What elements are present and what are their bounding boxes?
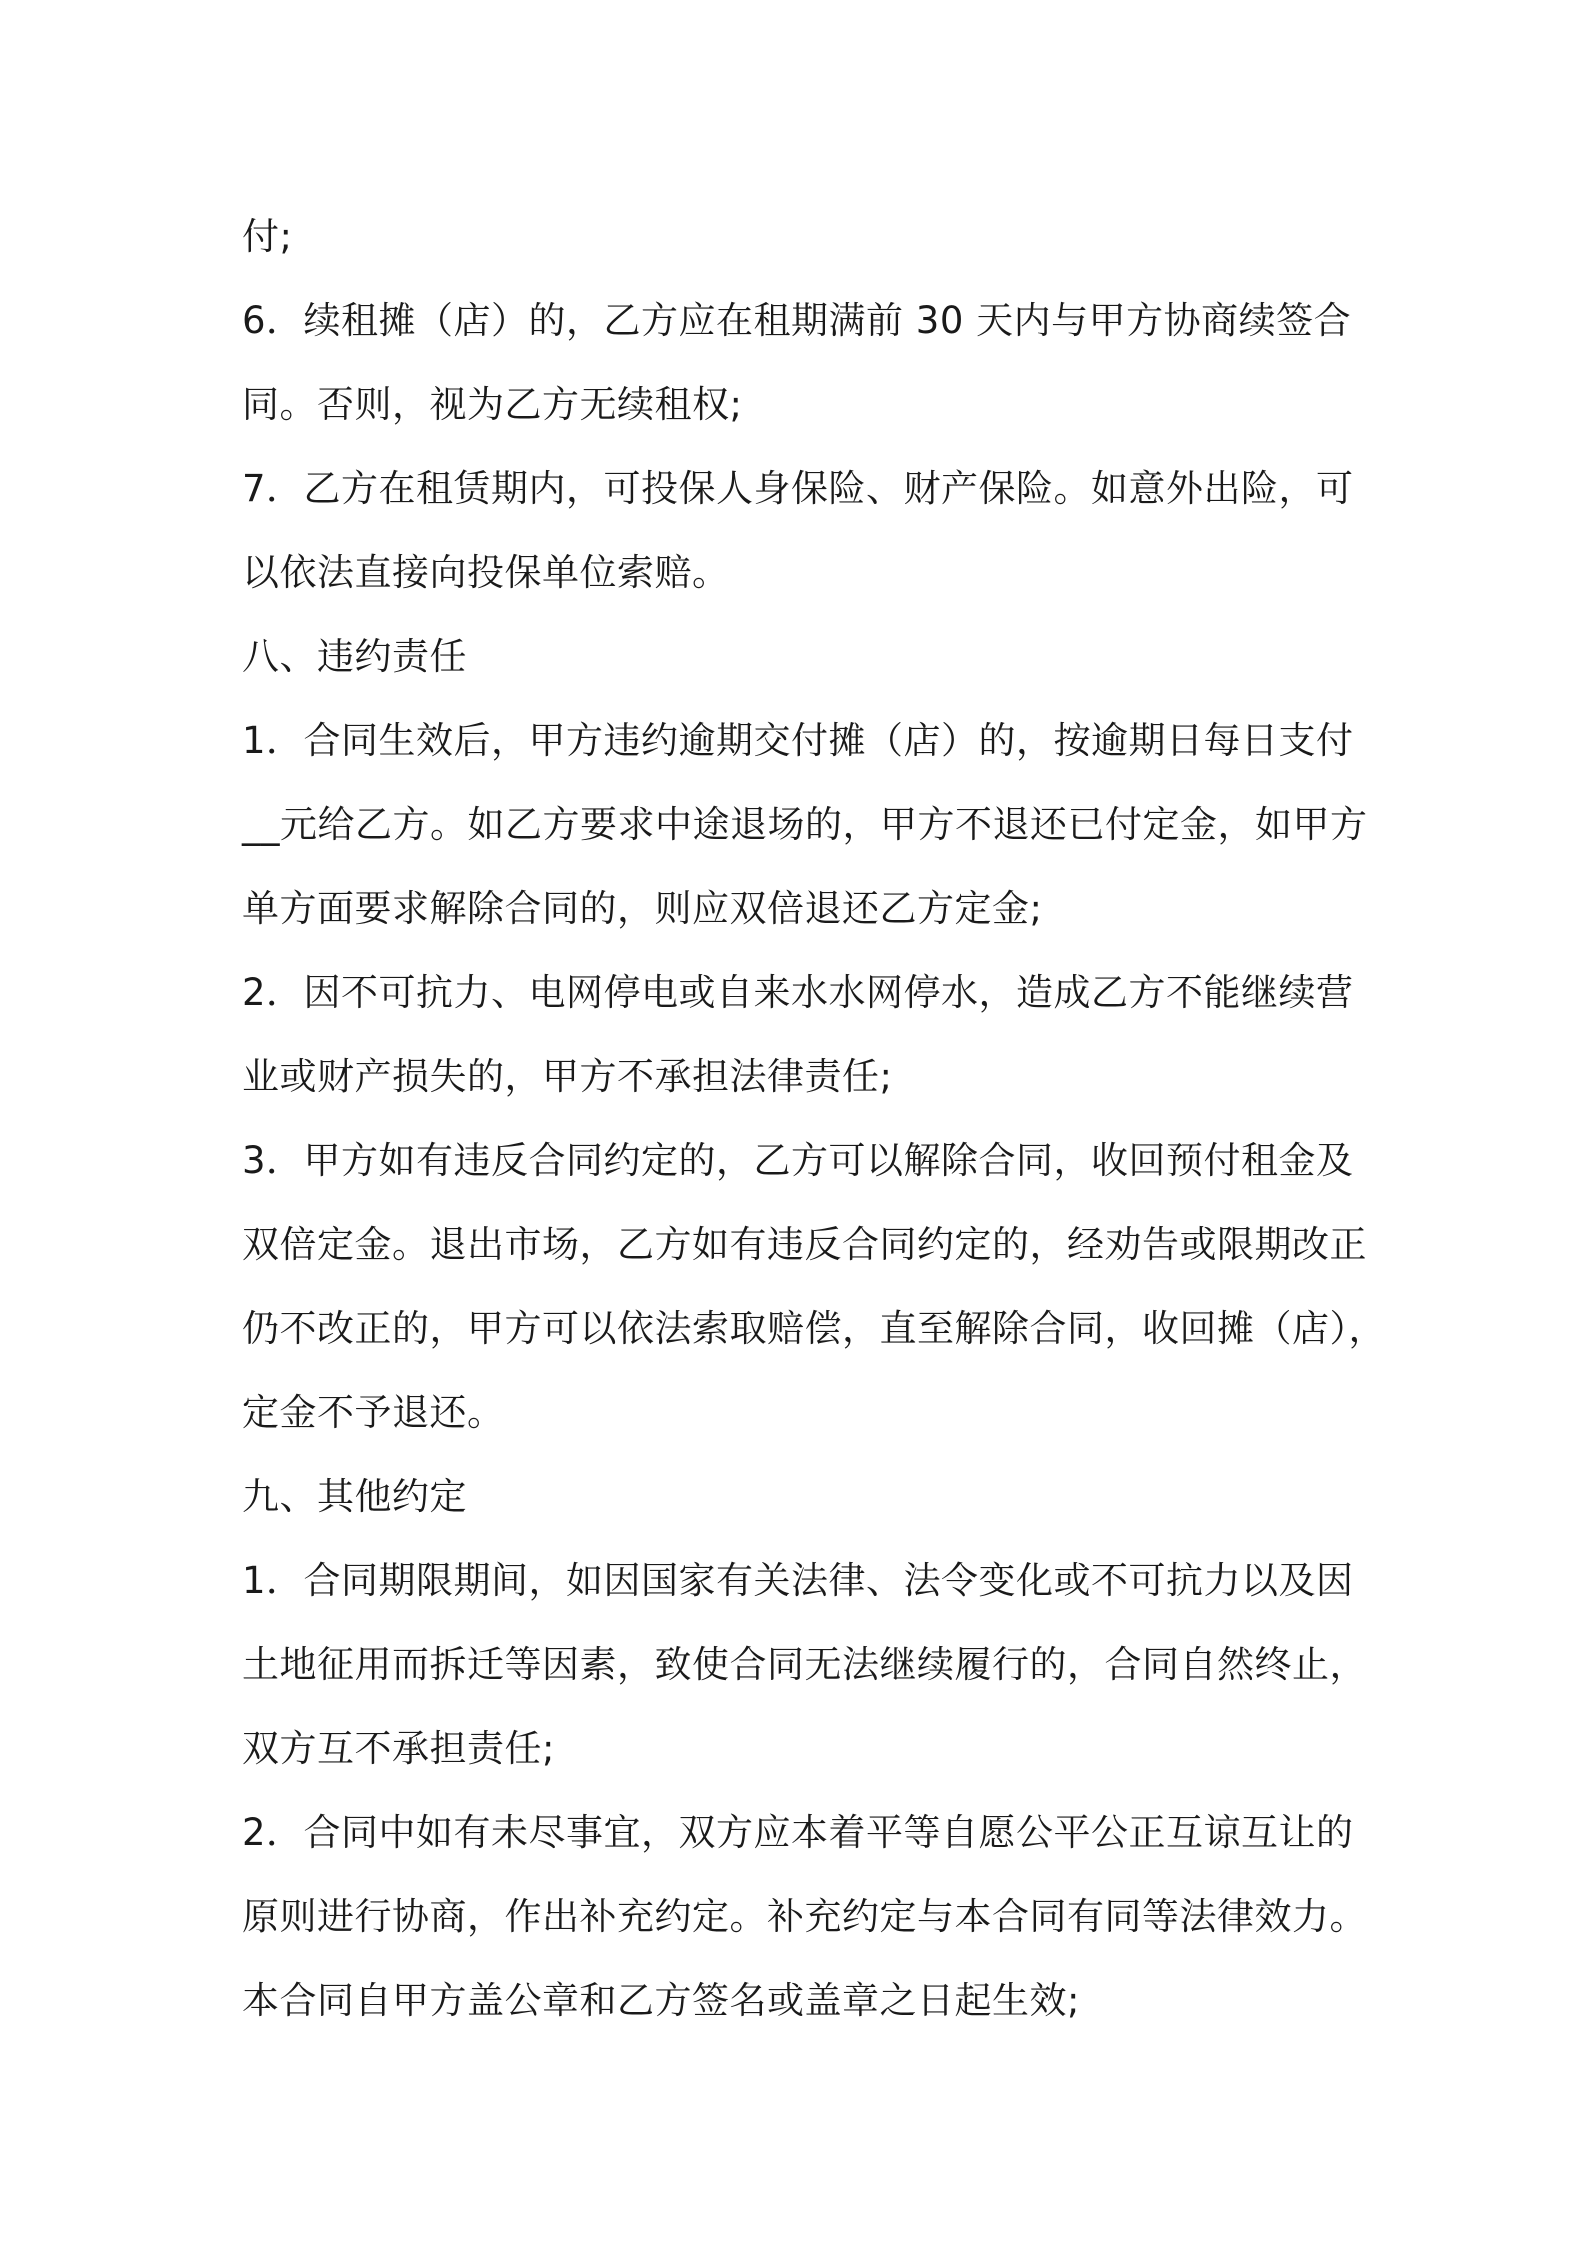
text-line: 单方面要求解除合同的，则应双倍退还乙方定金; — [242, 887, 1043, 930]
text-line: 双方互不承担责任; — [242, 1727, 555, 1770]
text-line: 7．乙方在租赁期内，可投保人身保险、财产保险。如意外出险，可 — [242, 467, 1354, 510]
section-heading: 九、其他约定 — [242, 1475, 467, 1518]
contract-text-body — [242, 195, 1386, 2043]
text-line: 同。否则，视为乙方无续租权; — [242, 383, 743, 426]
text-line: 原则进行协商，作出补充约定。补充约定与本合同有同等法律效力。 — [242, 1895, 1367, 1938]
text-line: 1．合同期限期间，如因国家有关法律、法令变化或不可抗力以及因 — [242, 1559, 1354, 1602]
text-line: 6．续租摊（店）的，乙方应在租期满前 30 天内与甲方协商续签合 — [242, 299, 1352, 342]
text-line: 3．甲方如有违反合同约定的，乙方可以解除合同，收回预付租金及 — [242, 1139, 1354, 1182]
section-heading: 八、违约责任 — [242, 635, 467, 678]
text-line: 业或财产损失的，甲方不承担法律责任; — [242, 1055, 893, 1098]
text-line: 仍不改正的，甲方可以依法索取赔偿，直至解除合同，收回摊（店）， — [242, 1307, 1386, 1350]
text-line: 2．因不可抗力、电网停电或自来水水网停水，造成乙方不能继续营 — [242, 971, 1354, 1014]
text-line: 定金不予退还。 — [242, 1391, 505, 1434]
text-line: 本合同自甲方盖公章和乙方签名或盖章之日起生效; — [242, 1979, 1080, 2022]
text-line: 双倍定金。退出市场，乙方如有违反合同约定的，经劝告或限期改正 — [242, 1223, 1367, 1266]
text-line: 土地征用而拆迁等因素，致使合同无法继续履行的，合同自然终止， — [242, 1643, 1367, 1686]
text-line: 付; — [242, 215, 293, 258]
text-line: 2．合同中如有未尽事宜，双方应本着平等自愿公平公正互谅互让的 — [242, 1811, 1354, 1854]
text-line: __元给乙方。如乙方要求中途退场的，甲方不退还已付定金，如甲方 — [242, 803, 1368, 846]
text-line: 1．合同生效后，甲方违约逾期交付摊（店）的，按逾期日每日支付 — [242, 719, 1354, 762]
text-line: 以依法直接向投保单位索赔。 — [242, 551, 730, 594]
